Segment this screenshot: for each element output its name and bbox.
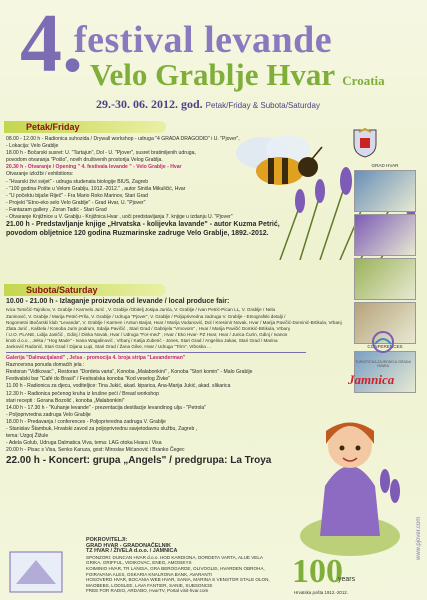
exhibitor-line: Zaninović, V. Grablje / Marija Petrić-Prša, V. Grablje / Udruga "Pjover", V. Grablje / Poljoprivredna zadruga V. Grablje - Etnografski detalji / xyxy=(6,313,286,319)
program-line: 11.00 h - Radionica za djecu, voditeljice: Tina Jukić, akad. kiparica, Ana-Marija Jukić, akad. slikarica xyxy=(6,383,231,390)
dates-text: 29.-30. 06. 2012. god. xyxy=(96,97,203,111)
location-title xyxy=(90,58,385,98)
program-highlight: 21.00 h - Predstavljanje knjige „Hrvatska - kolijevka lavande" - autor Kuzma Petrić, xyxy=(6,221,280,229)
city-crest-icon xyxy=(352,128,378,158)
program-line: stari recepti : Gorana Bozolić , konoba „Malabonkini" xyxy=(6,397,125,404)
program-highlight: povodom obljetnice 120 godina Ruzmarinske zadruge Velo Grablje, 1892.-2012. xyxy=(6,229,269,237)
program-line: Galerija "Dalmacijaland" , Jelsa - promocija 4. broja stripa "Lavanderman" xyxy=(6,355,186,362)
exhibitor-line: Janković Radonić, Stari Grad / Dijana Lupi, Stari Grad / Žana Gilve, Hvar / Udruga "Trim", Vrboska ... xyxy=(6,343,211,349)
program-line: Otvaranje izložbi / exhibitions: xyxy=(6,171,74,178)
saturday-program xyxy=(6,298,342,467)
location-title-text: Velo Grablje Hvar xyxy=(90,57,335,92)
program-line: Raznovrsna ponuda domaćih jela : xyxy=(6,362,85,369)
program-line: - Otvaranje Knjižnice u V. Grablju - Knjižnica Hvar , uoči predstavljanja 7. knjige u izdanju U. "Pjover" xyxy=(6,214,233,221)
concert-line: 22.00 h - Koncert: grupa „Angels" / predgrupa: La Troya xyxy=(6,455,272,467)
days-text: Petak/Friday & Subota/Saturday xyxy=(205,101,320,110)
footer-line: KOIMINIO HVAR, TR LANGIA, GRA BEROGARDE, OLIVOGLEI, HVARDEN OBROHA, FOIRAVANA ALES, OSKARIA KNALRONA BANK, AVARANTI xyxy=(86,565,265,577)
footer-line: TZ HVAR / ŽIVELA d.o.o. / JAMNICA xyxy=(86,548,178,555)
anniversary-number: 100 xyxy=(292,553,343,590)
program-line: - Fantazam gallery , Zoran Tadić - Stari Grad xyxy=(6,206,107,213)
divider xyxy=(6,352,306,353)
exhibitor-line: knob d.o.o. , Jelsa / "Hog Made" - Ivana Wagalinović , Vrbanj / Katija Zuberić - Jones, Stari Grad / Angelina Jakas, Stari Grad / Marina xyxy=(6,337,278,343)
program-line: Restoran "Vidikovac" , Restoran "Dordeta varta", Konoba „Malabonkini" , Konoba "Stori komin" - Malo Grablje xyxy=(6,369,253,376)
sponsors-footer xyxy=(86,538,276,594)
program-line: - Lokacija: Velo Grablje xyxy=(6,143,59,150)
festival-title: festival levande xyxy=(74,19,333,61)
program-line: 20.30 h - Otvaranje / Opening " 4. festivala levande " - Velo Grablje - Hvar xyxy=(6,164,182,171)
girl-illustration xyxy=(290,386,410,566)
footer-line: FREE FOR RADIO, ARDABO, HvarTV, Portal visit-hvar.com xyxy=(86,588,209,594)
grablje-emblem xyxy=(6,548,66,596)
photo-thumbnail xyxy=(354,258,416,300)
program-line: - "Hvarski živi svijet" - udruga studenata biologije BIUS, Zagreb xyxy=(6,178,149,185)
program-line: povodom otvaranja "Poišo", novih društvenih prostorija Velog Grablja. xyxy=(6,157,163,164)
program-line: - Poljoprivredna zadruga Velo Grablje xyxy=(6,411,91,418)
exhibitor-list xyxy=(6,307,342,350)
program-line: Festivalski bar "Café do Brasil" / Festivalska konoba "Kod veselog Živke" xyxy=(6,376,171,383)
program-line: 08.00 - 12.00 h - Radionica suhozida / Drywall workshop - udruga "4 GRADA DRAGODID" i U. "Pjover", xyxy=(6,136,240,142)
photo-thumbnail xyxy=(354,170,416,212)
program-line: 12.30 h - Radionica pečenog kruha iz krušne peći / Bread workshop xyxy=(6,390,159,397)
friday-heading: Petak/Friday xyxy=(4,121,166,133)
location-country: Croatia xyxy=(342,73,385,88)
program-line: 18.00 h - Bočarski susret: U. "Tartajun", Dol - U. "Pjover", susret bratimljenih udruga, xyxy=(6,150,196,157)
crest-caption: GRAD HVAR xyxy=(371,163,399,168)
program-line: - Adela Golub, Udruga Dalmatica Viva, tema: LAG otoka Hvara i Visa xyxy=(6,440,162,447)
program-line: - Projekt "Etno-eko selo Velo Grablje" - Grad Hvar, U. "Pjover" xyxy=(6,199,146,206)
program-line: - Stanislav Štambuk, Hrvatski zavod za poljoprivrednu savjetodavnu službu, Zagreb , xyxy=(6,426,198,432)
exhibitor-line: Ivica Tomičić-Tajnikov, V. Grablje / Karmelo Jurić , V. Grablje /Obitelj Josipa Jurića, V. Grablje / Ivan Petrić-Pican LL, V. Grablje / Nela xyxy=(6,307,276,313)
program-line: - "100 godina Pošte u Velom Grablju, 1912.-2012." , autor Siniša Mikuličić, Hvar xyxy=(6,185,186,192)
footer-line: SPONZORI: DUNCAN HVAR d.o.o. HOD KARDIONA, DORDETA VARTA, ALUE VELA GRIKA, GRIFFUL, VIDIKOVAC, ENEG, AMOSIEYS xyxy=(86,554,263,566)
footer-line: GRAD HVAR - GRADONAČELNIK xyxy=(86,542,171,549)
anniversary-word: years xyxy=(338,576,356,583)
anniversary-caption: Hrvatska pošta 1912.-2012. xyxy=(294,590,348,595)
program-line: tema: Uzgoj Žižule xyxy=(6,433,49,440)
festival-dates xyxy=(96,97,320,112)
footer-line: POKROVITELJI: xyxy=(86,537,128,543)
photo-caption: CONFERENCES xyxy=(367,344,403,349)
exhibitor-line: Zlata Jurić , Kaštela / Konoba Jurin podrum, Sdalja Pavičić , Stari Grad / Gabrijela "Vmovom" , Hvar / Marija Pavičić Domkić-Brtikula, Vrbanj xyxy=(6,325,290,331)
exhibitor-line: Nogometni iBočarski klub "Levanda", V. Grablje / Karmen i Antun Barjat, Hvar / Marija Vodanović, Dol / Kresimir Novak, Hvar / Marija Pavičić-Dominić-Brtikula, Vrbanj xyxy=(6,319,342,325)
website-link[interactable]: www.pjover.com xyxy=(416,516,422,560)
edition-numeral: 4. xyxy=(20,0,83,90)
saturday-heading: Subota/Saturday xyxy=(4,284,166,296)
sponsor-logo-jamnica: Jamnica xyxy=(348,372,395,387)
footer-line: HOSOVERD HVAR, BOCANIA WEB HVAR, SANIA, MARINA S VENSTOR STALE OLON, MAOBEBS, LODSLEE, LAVA FANTIER, SANIE, SUBSONCIE xyxy=(86,577,270,588)
program-highlight: 10.00 - 21.00 h - Izlaganje proizvoda od levande / local produce fair: xyxy=(6,298,230,305)
program-line: 14.00 h - 17.30 h - "Kuhanje levande" - prezentacija destilacije levandinog ulja - "Petrola" xyxy=(6,404,207,411)
program-line: - "U počektu bijaše Riječ" - Fra Mario Roko Marinov, Stari Grad xyxy=(6,192,148,199)
tourist-board-caption: TURISTIČKA ZAJEDNICA GRADA HVARA xyxy=(355,360,411,368)
exhibitor-line: / U.O. PLANE, Lidija Janičić , Gdinj / Dinka Novak, Hvar / Udruga "For-med" , Hvar / Eko Hvar- PZ Hvar, Hvar / Jurica Ćurin, Gdinj / Ivanos xyxy=(6,331,288,337)
program-line: 20.00 h - Pisac s Visa, Senko Karuza, gost: Miroslav Mićanović i Branko Čegec xyxy=(6,447,185,454)
program-line: 18.00 h - Predavanja / conferences - Poljoprivredna zadruga V. Grablje xyxy=(6,418,166,425)
photo-thumbnail xyxy=(354,214,416,256)
